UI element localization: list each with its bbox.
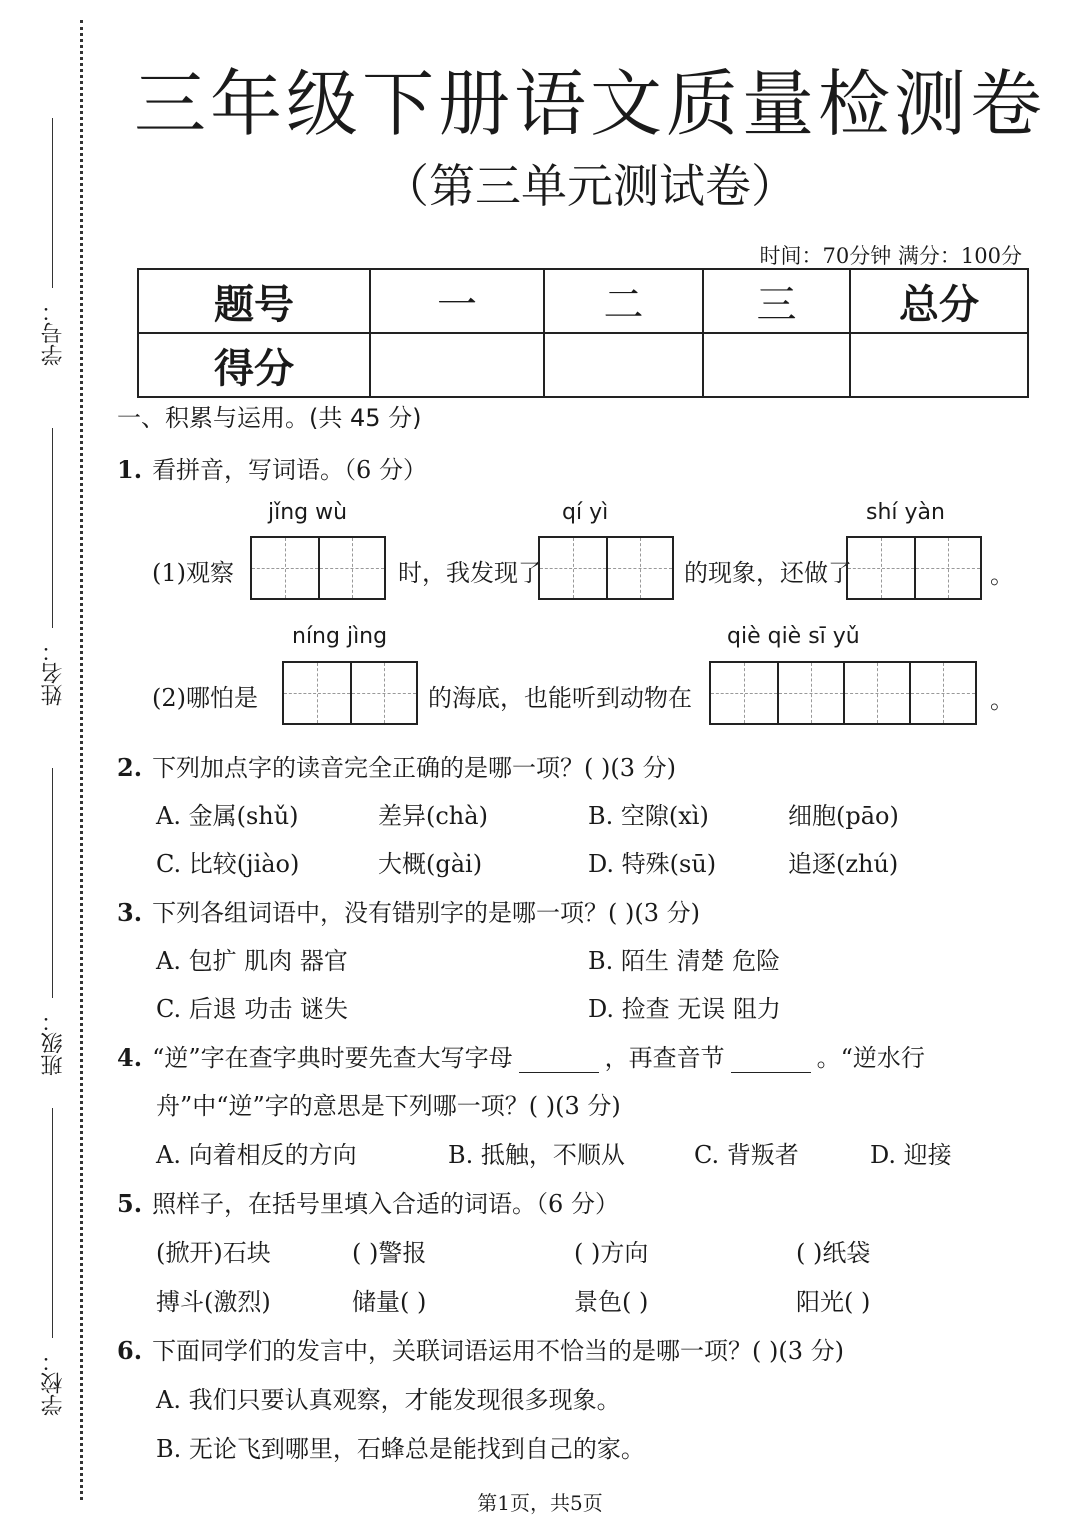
q3-option-d[interactable]: D. 捡查 无误 阻力	[588, 995, 781, 1023]
q1-line2-prefix: (2)哪怕是	[152, 684, 258, 712]
q5-example-2: 搏斗(激烈)	[156, 1288, 271, 1316]
q5-fill-1[interactable]: ( )警报	[352, 1239, 427, 1267]
q4-option-c[interactable]: C. 背叛者	[694, 1141, 799, 1169]
q4-text-3: 。“逆水行	[816, 1044, 925, 1072]
q4-text-2: ，再查音节	[604, 1044, 725, 1072]
question-4	[117, 1038, 925, 1073]
q3-option-a[interactable]: A. 包扩 肌肉 器官	[156, 947, 348, 975]
question-2	[117, 748, 676, 783]
q2-option-b1[interactable]: B. 空隙(xì)	[588, 802, 709, 830]
q4-text-4: 舟”中“逆”字的意思是下列哪一项？( )(3 分)	[156, 1092, 621, 1120]
class-line[interactable]	[52, 768, 53, 998]
question-1	[117, 450, 427, 485]
q2-option-b2: 细胞(pāo)	[788, 802, 899, 830]
q1-grid-b[interactable]	[538, 536, 674, 600]
page-title: 三年级下册语文质量检测卷	[133, 62, 1046, 146]
question-6	[117, 1331, 844, 1366]
q1-line1-prefix: (1)观察	[152, 559, 234, 587]
q1-line1-mid2: 的现象，还做了	[684, 559, 852, 587]
q4-option-b[interactable]: B. 抵触，不顺从	[448, 1141, 625, 1169]
class-label: 班级：	[41, 1010, 66, 1076]
q1-line2-mid: 的海底，也能听到动物在	[428, 684, 692, 712]
score-header-total: 总分	[850, 269, 1028, 333]
q3-option-b[interactable]: B. 陌生 清楚 危险	[588, 947, 781, 975]
q2-option-c1[interactable]: C. 比较(jiào)	[156, 850, 300, 878]
q1-pinyin-b: qí yì	[562, 500, 609, 525]
time-info: 时间：70分钟 满分：100分	[759, 244, 1022, 268]
q4-blank-syllable[interactable]	[731, 1044, 811, 1073]
q1-grid-d[interactable]	[282, 661, 418, 725]
score-cell-total[interactable]	[850, 333, 1028, 397]
q1-pinyin-a: jǐng wù	[268, 500, 348, 525]
page-footer: 第1页，共5页	[477, 1491, 603, 1515]
binding-dashed-line	[80, 20, 83, 1500]
q4-text-1: “逆”字在查字典时要先查大写字母	[152, 1044, 513, 1072]
q5-fill-4[interactable]: 储量( )	[352, 1288, 427, 1316]
q1-line1-end: 。	[990, 561, 1014, 589]
school-line[interactable]	[52, 1108, 53, 1338]
q5-text: 照样子，在括号里填入合适的词语。（6 分）	[152, 1190, 619, 1218]
q6-option-b[interactable]: B. 无论飞到哪里，石蜂总是能找到自己的家。	[156, 1435, 645, 1463]
q1-pinyin-d: níng jìng	[292, 624, 388, 649]
student-no-label: 学号：	[41, 300, 66, 366]
score-row-label: 得分	[138, 333, 370, 397]
q2-option-c2: 大概(gài)	[378, 850, 483, 878]
question-3	[117, 893, 700, 928]
question-5	[117, 1184, 619, 1219]
q1-line1-mid1: 时，我发现了	[398, 559, 542, 587]
q5-number: 5.	[117, 1189, 143, 1218]
q3-text: 下列各组词语中，没有错别字的是哪一项？( )(3 分)	[152, 899, 701, 927]
q2-option-d2: 追逐(zhú)	[788, 850, 899, 878]
q2-option-d1[interactable]: D. 特殊(sū)	[588, 850, 717, 878]
q6-number: 6.	[117, 1336, 143, 1365]
q5-fill-6[interactable]: 阳光( )	[796, 1288, 871, 1316]
q1-grid-c[interactable]	[846, 536, 982, 600]
page-subtitle: （第三单元测试卷）	[383, 159, 797, 213]
score-header-1: 一	[370, 269, 544, 333]
q6-text: 下面同学们的发言中，关联词语运用不恰当的是哪一项？( )(3 分)	[152, 1337, 845, 1365]
q1-grid-a[interactable]	[250, 536, 386, 600]
q6-option-a[interactable]: A. 我们只要认真观察，才能发现很多现象。	[156, 1386, 621, 1414]
score-cell-3[interactable]	[703, 333, 850, 397]
q2-number: 2.	[117, 753, 143, 782]
score-table	[137, 268, 1029, 398]
q2-text: 下列加点字的读音完全正确的是哪一项？( )(3 分)	[152, 754, 677, 782]
section-1-heading: 一、积累与运用。(共 45 分)	[117, 404, 422, 432]
q5-fill-3[interactable]: ( )纸袋	[796, 1239, 871, 1267]
q2-option-a1[interactable]: A. 金属(shǔ)	[156, 802, 299, 830]
school-label: 学校：	[41, 1350, 66, 1416]
q4-number: 4.	[117, 1043, 143, 1072]
q1-pinyin-c: shí yàn	[866, 500, 945, 525]
q5-fill-2[interactable]: ( )方向	[574, 1239, 649, 1267]
q1-pinyin-e: qiè qiè sī yǔ	[727, 624, 860, 649]
name-line[interactable]	[52, 428, 53, 628]
q3-number: 3.	[117, 898, 143, 927]
q4-option-a[interactable]: A. 向着相反的方向	[156, 1141, 357, 1169]
score-header-3: 三	[703, 269, 850, 333]
q1-line2-end: 。	[990, 686, 1014, 714]
q5-example-1: (掀开)石块	[156, 1239, 271, 1267]
score-header-2: 二	[544, 269, 703, 333]
q2-option-a2: 差异(chà)	[378, 802, 488, 830]
score-header-label: 题号	[138, 269, 370, 333]
score-cell-2[interactable]	[544, 333, 703, 397]
q3-option-c[interactable]: C. 后退 功击 谜失	[156, 995, 349, 1023]
q1-grid-e[interactable]	[709, 661, 977, 725]
q5-fill-5[interactable]: 景色( )	[574, 1288, 649, 1316]
q1-number: 1.	[117, 455, 143, 484]
q4-blank-letter[interactable]	[519, 1044, 599, 1073]
q4-option-d[interactable]: D. 迎接	[870, 1141, 952, 1169]
q1-text: 看拼音，写词语。（6 分）	[152, 456, 427, 484]
score-cell-1[interactable]	[370, 333, 544, 397]
name-label: 姓名：	[41, 640, 66, 706]
